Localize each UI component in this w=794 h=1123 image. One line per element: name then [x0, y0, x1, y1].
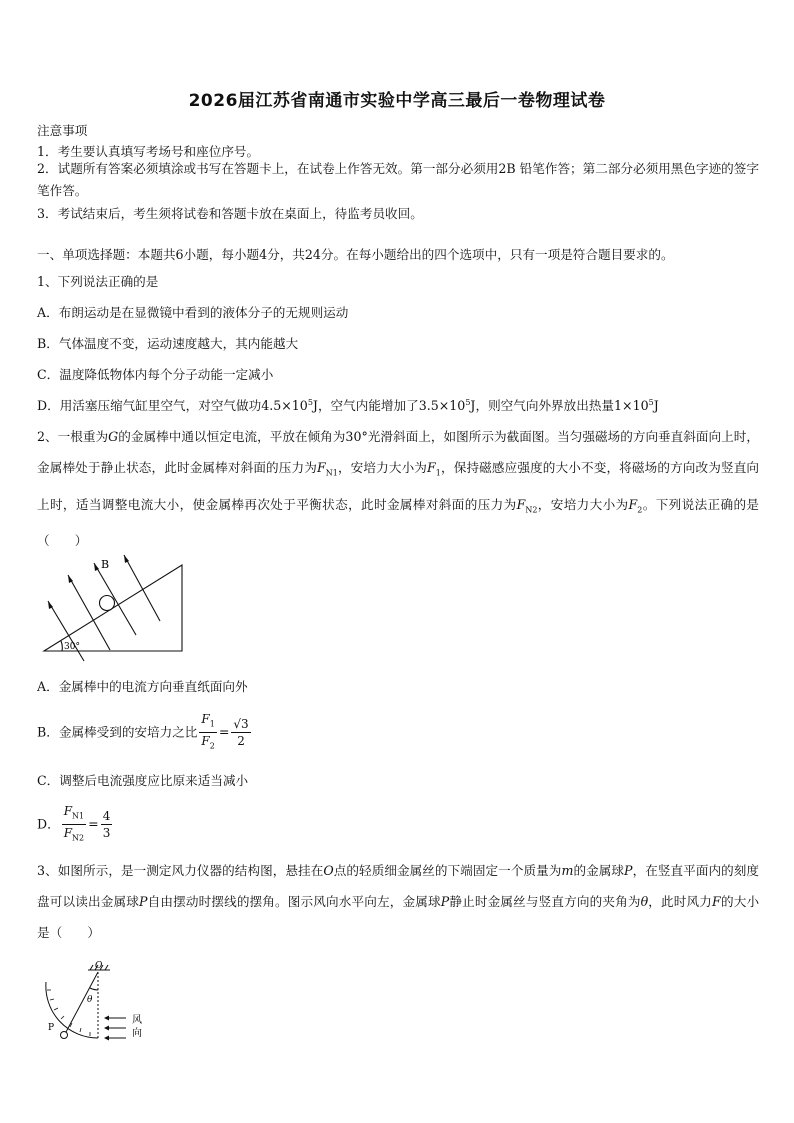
q1-d-exp-2: 5 [465, 397, 471, 407]
q2-var-f1: F [427, 460, 436, 475]
q2-incline-figure [40, 553, 188, 663]
q2-stem-3: ，安培力大小为 [337, 460, 428, 475]
q3-var-p-2: P [138, 894, 148, 909]
q2-d-num: F [63, 804, 73, 818]
q2-var-f1-sub: 1 [435, 468, 441, 478]
q2-option-c: C．调整后电流强度应比原来适当减小 [37, 773, 249, 788]
hatch-4 [105, 965, 108, 970]
q2-option-a: A．金属棒中的电流方向垂直纸面向外 [37, 679, 248, 694]
q3-stem-5: 自由摆动时摆线的摆角。图示风向水平向左，金属球 [147, 894, 441, 909]
field-line-1 [48, 601, 84, 661]
q1-option-c: C．温度降低物体内每个分子动能一定减小 [37, 367, 274, 382]
tick-4 [61, 1016, 64, 1019]
q2-stem-6: 。下列说法正确的是（ ） [37, 496, 760, 549]
q3-stem-3: 的金属球 [573, 863, 625, 878]
q3-stem [37, 855, 759, 948]
q2-d-den-sub: N2 [72, 833, 85, 843]
q1-d-text-2: J，空气内能增加了 [312, 398, 419, 413]
notice-item-2: 2．试题所有答案必须填涂或书写在答题卡上，在试卷上作答无效。第一部分必须用2B 铅笔作答；第二部分必须用黑色字迹的签字笔作答。 [37, 161, 759, 198]
q2-stem [37, 421, 759, 556]
q2-option-b [37, 711, 253, 755]
metal-ball-p [61, 1032, 68, 1039]
q2-var-fn2: F [516, 496, 526, 512]
q3-stem-2: 点的轻质细金属丝的下端固定一个质量为 [333, 863, 562, 878]
q2-var-f2: F [628, 496, 638, 512]
q2-b-den-sub: 2 [209, 741, 215, 751]
q1-stem: 1、下列说法正确的是 [37, 274, 159, 289]
q1-d-value-3: 1×10 [614, 398, 649, 413]
angle-arc [61, 641, 62, 651]
q3-stem-6: 静止时金属丝与竖直方向的夹角为 [449, 894, 641, 909]
q3-stem-7: ，此时风力 [648, 894, 713, 909]
q3-stem-1: 3、如图所示，是一测定风力仪器的结构图，悬挂在 [37, 863, 324, 878]
q3-stem-4: ，在竖直平面内的刻度盘可以读出金属球 [37, 863, 760, 909]
fig-label-p: P [48, 1023, 55, 1033]
fig-label-b: B [101, 558, 110, 571]
q1-option-d [37, 395, 659, 414]
q2-var-g: G [108, 429, 119, 444]
q1-option-b: B．气体温度不变，运动速度越大，其内能越大 [37, 336, 299, 351]
tick-3 [54, 1008, 58, 1010]
q2-var-fn1-sub: N1 [325, 468, 338, 478]
section-1-header: 一、单项选择题：本题共6小题，每小题4分，共24分。在每小题给出的四个选项中，只有一项是符合题目要求的。 [37, 247, 674, 262]
q2-d-fraction [62, 803, 86, 847]
pendulum-wire [66, 972, 98, 1032]
q2-b-result [231, 716, 250, 749]
hatch-1 [90, 965, 93, 970]
q2-d-den: F [63, 826, 73, 841]
fig-label-wind-2: 向 [132, 1028, 142, 1039]
q3-var-m: m [561, 863, 574, 878]
q2-option-d [37, 803, 114, 847]
page-title: 2026届江苏省南通市实验中学高三最后一卷物理试卷 [188, 91, 606, 111]
q3-var-theta: θ [640, 894, 649, 909]
fig-label-wind-1: 风 [132, 1015, 142, 1026]
notice-item-3: 3．考试结束后，考生须将试卷和答题卡放在桌面上，待监考员收回。 [37, 206, 423, 221]
theta-arc [90, 988, 98, 990]
fig-label-o: O [95, 961, 103, 971]
q2-b-equals: = [218, 724, 230, 740]
q2-b-fraction [199, 711, 216, 755]
q2-var-f2-sub: 2 [637, 505, 643, 515]
q3-var-f: F [712, 894, 721, 909]
wind-arrowhead-2 [104, 1026, 109, 1031]
tick-2 [50, 999, 54, 1000]
q1-d-exp-3: 5 [648, 397, 654, 407]
q1-d-value-1: 4.5×10 [261, 398, 308, 413]
q1-option-a: A．布朗运动是在显微镜中看到的液体分子的无规则运动 [37, 305, 349, 320]
q2-b-text: B．金属棒受到的安培力之比 [37, 724, 198, 740]
q3-stem-8: 的大小是（ ） [37, 894, 760, 940]
q2-d-result [101, 808, 113, 841]
tick-6 [80, 1028, 81, 1032]
q3-var-p-3: P [440, 894, 450, 909]
q2-stem-4: ，保持磁感应强度的大小不变，将磁场的方向改为竖直向上时，适当调整电流大小，使金属棒再次处于平衡状态，此时金属棒对斜面的压力为 [37, 460, 760, 512]
metal-rod-circle [100, 596, 115, 611]
q1-d-text-3: J，则空气向外界放出热量 [470, 398, 615, 413]
q2-stem-1: 2、一根重为 [37, 429, 109, 444]
q1-d-exp-1: 5 [307, 397, 313, 407]
q1-d-value-2: 3.5×10 [418, 398, 466, 413]
q2-d-text: D． [37, 816, 60, 832]
wind-arrowhead-1 [104, 1016, 109, 1021]
notice-heading: 注意事项 [37, 123, 88, 138]
q2-d-equals: = [88, 816, 99, 832]
notice-item-1: 1．考生要认真填写考场号和座位序号。 [37, 144, 260, 159]
q2-b-result-den: 2 [237, 734, 245, 749]
q2-stem-5: ，安培力大小为 [537, 496, 629, 512]
q2-b-result-num: √3 [233, 717, 249, 732]
q3-var-p: P [624, 863, 633, 878]
fig-label-angle: 30° [64, 642, 80, 652]
q1-d-text-1: D．用活塞压缩气缸里空气，对空气做功 [37, 398, 262, 413]
q3-wind-gauge-figure [42, 960, 162, 1046]
field-line-4 [124, 555, 160, 621]
fig-label-theta: θ [87, 995, 93, 1005]
q2-stem-2: 的金属棒中通以恒定电流，平放在倾角为30°光滑斜面上，如图所示为截面图。当匀强磁场的方向垂直斜面向上时，金属棒处于静止状态，此时金属棒对斜面的压力为 [37, 429, 760, 475]
field-line-2 [68, 575, 110, 650]
q2-d-num-sub: N1 [72, 811, 85, 821]
q3-var-o: O [323, 863, 334, 878]
q2-b-num-sub: 1 [209, 719, 215, 729]
q2-b-den: F [201, 734, 210, 749]
wind-arrowhead-3 [104, 1036, 109, 1041]
q2-b-num: F [201, 712, 210, 726]
q2-d-result-num: 4 [102, 809, 111, 824]
q2-d-result-den: 3 [102, 826, 111, 841]
q2-var-fn1: F [316, 460, 326, 475]
q2-var-fn2-sub: N2 [525, 505, 538, 515]
q1-d-text-4: J [653, 398, 659, 413]
